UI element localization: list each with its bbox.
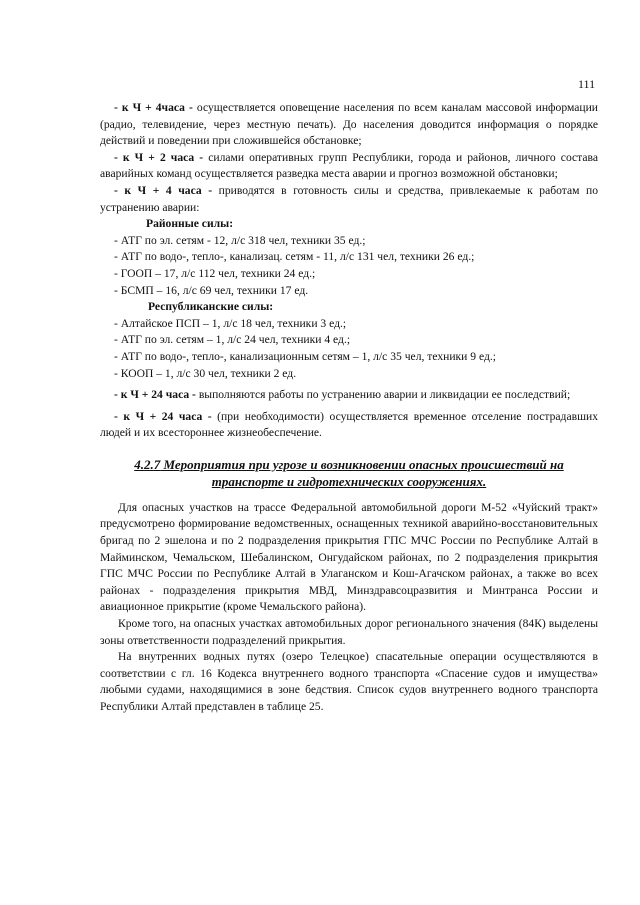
timeline-marker: - к Ч + 24 часа - [114,409,212,423]
timeline-item-4h-warning [100,100,598,150]
timeline-marker: - к Ч + 4 часа - [114,183,213,197]
timeline-marker: - к Ч + 4часа - [114,101,193,114]
page-body [100,100,598,716]
timeline-text: выполняются работы по устранению аварии и ликвидации ее последствий; [195,388,571,402]
republic-force-line: - КООП – 1, л/с 30 чел, техники 2 ед. [114,366,297,380]
republic-force-line: - АТГ по водо-, тепло-, канализационным сетям – 1, л/с 35 чел, техники 9 ед.; [114,349,496,363]
district-forces-heading: Районные силы: [146,217,234,231]
timeline-item-24h-works [100,387,598,404]
district-force-line: - ГООП – 17, л/с 112 чел, техники 24 ед.; [114,266,316,280]
timeline-text: приводятся в готовность силы и средства, привлекаемые к работам по устранению аварии: [100,183,599,214]
district-force-line: - БСМП – 16, л/с 69 чел, техники 17 ед. [114,283,309,297]
timeline-marker: - к Ч + 2 часа - [114,150,204,164]
timeline-text: (при необходимости) осуществляется временное отселение пострадавших людей и их всестороннее жизнеобеспечение. [100,409,598,440]
body-paragraph: На внутренних водных путях (озеро Телецкое) спасательные операции осуществляются в соответствии с гл. 16 Кодекса внутреннего водного транспорта «Спасение судов и имущества» любыми судами, находящимися в зоне бедствия. Список судов внутреннего водного транспорта Республики Алтай представлен в таблице 25. [100,650,598,713]
timeline-item-4h-readiness [100,183,598,216]
timeline-text: силами оперативных групп Республики, города и районов, личного состава аварийных команд осуществляется разведка места аварии и прогноз возможной обстановки; [100,150,599,181]
timeline-text: осуществляется оповещение населения по всем каналам массовой информации (радио, телевидение, через местную печать). До населения доводится информация о порядке действий и поведении при сложившейся обстановке; [100,101,598,148]
section-heading [100,456,598,490]
republic-forces-heading: Республиканские силы: [148,300,274,314]
section-number: 4.2.7 [134,456,161,472]
republic-force-line: - Алтайское ПСП – 1, л/с 18 чел, техники 3 ед.; [114,316,347,330]
section-title-line2: транспорте и гидротехнических сооружениях. [211,473,487,489]
district-force-line: - АТГ по эл. сетям - 12, л/с 318 чел, техники 35 ед.; [114,233,366,247]
body-paragraph: Кроме того, на опасных участках автомобильных дорог регионального значения (84К) выделены зоны ответственности подразделений прикрытия. [100,617,598,647]
timeline-item-2h-recon [100,150,598,183]
republic-force-line: - АТГ по эл. сетям – 1, л/с 24 чел, техники 4 ед.; [114,333,351,347]
body-paragraph: Для опасных участков на трассе Федеральной автомобильной дороги М-52 «Чуйский тракт» предусмотрено формирование ведомственных, оснащенных техникой аварийно-восстановительных бригад по 2 эшелона и по 2 подразделения прикрытия ГПС МЧС России по Республике Алтай в Майминском, Чемальском, Шебалинском, Онгудайском районах, по 2 подразделения прикрытия ГПС МЧС России по Республике Алтай в Улаганском и Кош-Агачском районах, а также во всех районах - подразделения прикрытия МВД, Минздравсоцразвития и Минтранса России и авиационное прикрытие (кроме Чемальского района). [100,500,598,614]
timeline-item-24h-evacuation [100,409,598,442]
page-number: 111 [578,77,596,91]
section-title-line1: Мероприятия при угрозе и возникновении опасных происшествий на [160,456,564,472]
district-force-line: - АТГ по водо-, тепло-, канализац. сетям - 11, л/с 131 чел, техники 26 ед.; [114,250,475,264]
timeline-marker: - к Ч + 24 часа - [114,388,196,402]
